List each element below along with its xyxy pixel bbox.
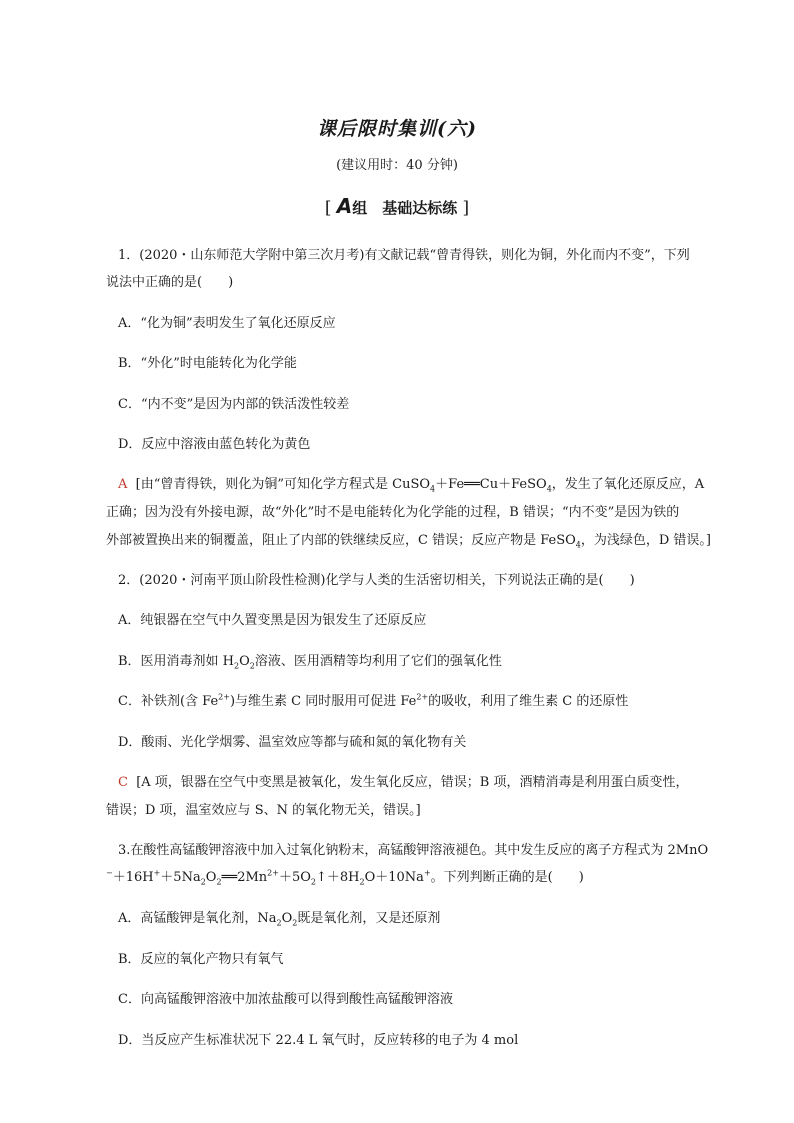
- q3-stem-text: ↑＋8H: [316, 870, 360, 885]
- q2-explanation-line-1: [118, 771, 689, 790]
- q1-exp-text: ，发生了氧化还原反应，A: [551, 477, 705, 492]
- q1-stem-line-1: 1．(2020・山东师范大学附中第三次月考)有文献记载“曾青得铁，则化为铜，外化而内不变”，下列: [118, 248, 690, 263]
- q2-opt-text: B．医用消毒剂如 H: [118, 654, 235, 669]
- q1-exp-text: ＋Fe══Cu＋FeSO: [435, 477, 547, 492]
- q3-opt-text: A．高锰酸钾是氧化剂，Na: [118, 911, 277, 926]
- q2-opt-text: 的吸收，利用了维生素 C 的还原性: [428, 694, 629, 709]
- q1-explanation-line-3: [106, 529, 711, 550]
- subscript: 2: [234, 661, 240, 671]
- superscript: −: [106, 868, 113, 878]
- superscript: +: [153, 868, 161, 878]
- q1-exp-text: 外部被置换出来的铜覆盖，阻止了内部的铁继续反应，C 错误；反应产物是 FeSO: [106, 533, 576, 548]
- subscript: 2: [200, 877, 206, 887]
- q3-stem-text: O: [205, 870, 217, 885]
- q3-opt-text: 既是氧化剂，又是还原剂: [297, 911, 441, 926]
- q3-option-d: D．当反应产生标准状况下 22.4 L 氧气时，反应转移的电子为 4 mol: [118, 1033, 519, 1048]
- q1-option-b: B．“外化”时电能转化为化学能: [118, 356, 297, 371]
- group-bracket-open: [: [324, 198, 332, 218]
- q3-stem-text: 。下列判断正确的是( ): [430, 870, 584, 885]
- q2-explanation-line-2: 错误；D 项，温室效应与 S、N 的氧化物无关，错误。]: [106, 803, 421, 818]
- q3-option-b: B．反应的氧化产物只有氧气: [118, 952, 284, 967]
- q2-opt-text: )与维生素 C 同时服用可促进 Fe: [229, 694, 417, 709]
- group-bracket-close: ]: [462, 198, 470, 218]
- q2-opt-text: C．补铁剂(含 Fe: [118, 694, 219, 709]
- q1-option-a: A．“化为铜”表明发生了氧化还原反应: [118, 316, 336, 331]
- q3-option-a: [118, 907, 440, 928]
- q3-stem-text: ══2Mn: [221, 870, 268, 885]
- q2-option-d: D．酸雨、光化学烟雾、温室效应等都与硫和氮的氧化物有关: [118, 735, 467, 750]
- superscript: 2+: [218, 692, 230, 702]
- subscript: 2: [292, 918, 298, 928]
- q2-stem: 2．(2020・河南平顶山阶段性检测)化学与人类的生活密切相关，下列说法正确的是( ): [118, 573, 635, 588]
- suggested-time: (建议用时：40 分钟): [336, 158, 458, 173]
- q3-option-c: C．向高锰酸钾溶液中加浓盐酸可以得到酸性高锰酸钾溶液: [118, 992, 453, 1007]
- q3-stem-text: O＋10Na: [364, 870, 424, 885]
- subscript: 2: [216, 877, 222, 887]
- superscript: 2+: [416, 692, 429, 702]
- q2-option-c: [118, 690, 628, 709]
- superscript: 2+: [267, 868, 279, 878]
- q3-opt-text: O: [281, 911, 293, 926]
- page-title: 课后限时集训(六): [317, 118, 477, 140]
- q3-stem-line-1: 3.在酸性高锰酸钾溶液中加入过氧化钠粉末，高锰酸钾溶液褪色。其中发生反应的离子方程式为 2MnO: [118, 843, 709, 858]
- group-letter: A: [336, 194, 353, 218]
- q3-stem-line-2: [106, 866, 584, 887]
- q2-option-a: A．纯银器在空气中久置变黑是因为银发生了还原反应: [118, 613, 427, 628]
- subscript: 2: [310, 877, 316, 887]
- subscript: 2: [249, 661, 255, 671]
- group-heading: [0, 194, 794, 218]
- q2-answer: C: [118, 775, 128, 790]
- group-label: 组 基础达标练: [352, 199, 458, 217]
- subscript: 2: [359, 877, 365, 887]
- q1-exp-text: [由“曾青得铁，则化为铜”可知化学方程式是 CuSO: [135, 477, 431, 492]
- subscript: 4: [430, 484, 436, 494]
- q1-answer: A: [118, 477, 128, 492]
- superscript: +: [423, 868, 431, 878]
- q1-explanation-line-2: 正确；因为没有外接电源，故“外化”时不是电能转化为化学能的过程，B 错误；“内不变”是因为铁的: [106, 505, 680, 520]
- q3-stem-text: ＋5Na: [160, 870, 201, 885]
- q1-stem-line-2: 说法中正确的是( ): [106, 275, 234, 290]
- q1-exp-text: ，为浅绿色，D 错误。]: [580, 533, 712, 548]
- subscript: 4: [546, 484, 552, 494]
- q2-opt-text: 溶液、医用酒精等均利用了它们的强氧化性: [254, 654, 502, 669]
- q2-exp-text: [A 项，银器在空气中变黑是被氧化，发生氧化反应，错误；B 项，酒精消毒是利用蛋白质变性，: [136, 775, 689, 790]
- q2-opt-text: O: [239, 654, 250, 669]
- q2-option-b: [118, 650, 502, 671]
- q3-stem-text: ＋16H: [112, 870, 154, 885]
- q1-option-d: D．反应中溶液由蓝色转化为黄色: [118, 437, 311, 452]
- q1-explanation-line-1: [118, 473, 704, 494]
- q3-stem-text: ＋5O: [278, 870, 311, 885]
- subscript: 4: [575, 540, 581, 550]
- q1-option-c: C．“内不变”是因为内部的铁活泼性较差: [118, 397, 350, 412]
- subscript: 2: [276, 918, 282, 928]
